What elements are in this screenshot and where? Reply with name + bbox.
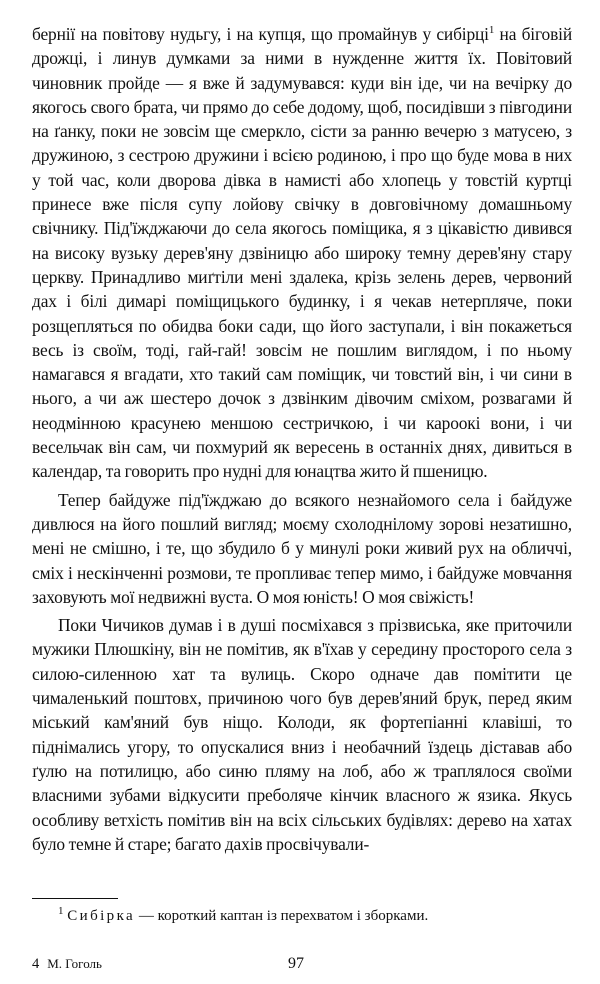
footnote-reference: 1 <box>488 24 495 37</box>
body-text <box>32 22 572 856</box>
book-page <box>32 22 572 972</box>
paragraph-text: на біговій дрожці, і линув думками за ними в нужденне життя їх. Повітовий чиновник пройде — я вже й задумувався: куди він іде, чи на вечірку до якогось свого брата, чи прямо до себе додому, щоб, посидівши з півгодини на ґанку, поки не зовсім ще смеркло, сісти за ранню вечерю з матусею, з дружиною, з сестрою дружини і всією родиною, і про що буде мова в них у той час, коли дворова дівка в намисті або хлопець у товстій куртці принесе вже після супу лойову свічку в довговічному домашньому свічнику. Під'їжджаючи до села якогось поміщика, я з цікавістю дивився на високу вузьку дерев'яну дзвіницю або широку темну дерев'яну стару церкву. Принадливо миґтіли мені здалека, крізь зелень дерев, червоний дах і білі димарі поміщицького будинку, і я чекав нетерпляче, поки розщепляться по обидва боки сади, що його заступали, і він покажеться весь із своїм, тоді, гай-гай! зовсім не пошлим виглядом, і по ньому намагався я вгадати, хто такий сам поміщик, чи товстий він, і чи сини в нього, а чи аж шестеро дочок з дзвінким дівочим сміхом, розвагами й неодмінною красунею меншою сестричкою, і чи кароокі вони, і чи весельчак він сам, чи похмурий як вересень в останніх днях, дивиться в календар, та говорить про нудні для юнацтва жито й пшеницю. <box>32 24 572 482</box>
page-number: 97 <box>288 955 304 972</box>
paragraph-text: бернії на повітову нудьгу, і на купця, що промайнув у сибірці <box>32 24 489 44</box>
footnote-text: — короткий каптан із перехватом і зборками. <box>135 908 429 924</box>
footnote-mark: 1 <box>58 905 64 917</box>
signature-number: 4 <box>32 956 40 972</box>
signature-name: М. Гоголь <box>47 956 102 971</box>
footnote-term: Сибірка <box>67 908 136 924</box>
footnote-divider <box>32 898 118 899</box>
signature-mark <box>32 954 102 974</box>
footnote <box>58 906 428 926</box>
paragraph-continued <box>32 22 572 484</box>
paragraph: Поки Чичиков думав і в душі посміхався з прізвиська, яке приточили мужики Плюшкіну, він не помітив, як в'їхав у середину просторого села з силою-силенною хат та вулиць. Скоро одначе дав помітити це чималенький поштовх, причиною чого був дерев'яний брук, перед яким міський кам'яний був ніщо. Колоди, як фортепіанні клавіші, то піднімались угору, то опускалися вниз і необачний їздець діставав або ґулю на потилицю, або синю пляму на лоб, або ж траплялося своїми власними зубами відкусити преболяче кінчик власного ж язика. Якусь особливу ветхість помітив він на всіх сільських будівлях: дерево на хатах було темне й старе; багато дахів просвічували- <box>32 615 572 854</box>
paragraph: Тепер байдуже під'їжджаю до всякого незнайомого села і байдуже дивлюся на його пошлий вигляд; моєму схолоднілому зорові незатишно, мені не смішно, і те, що збудило б у минулі роки живий рух на обличчі, сміх і нескінченні розмови, те пропливає тепер мимо, і байдуже мовчання заховують мої недвижні вуста. О моя юність! О моя свіжість! <box>32 489 572 607</box>
